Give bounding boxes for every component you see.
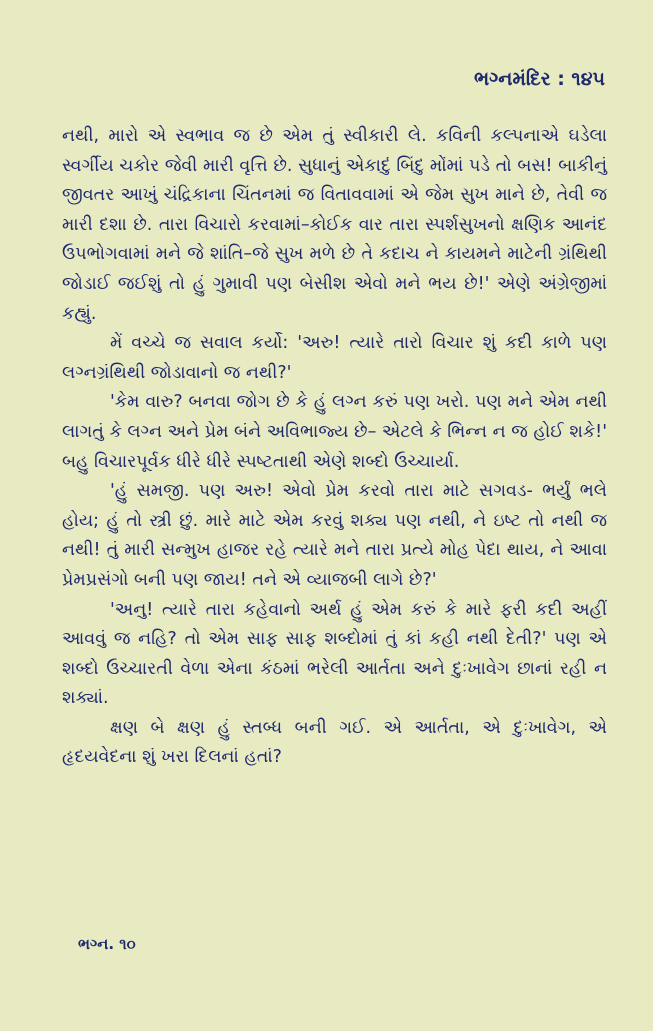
paragraph-2: મેં વચ્ચે જ સવાલ કર્યો: 'અરુ! ત્યારે તારો વિચાર શું કદી કાળે પણ લગ્નગ્રંથિથી જોડાવાનો જ નથી?': [62, 333, 607, 383]
paragraph-5: 'અનુ! ત્યારે તારા કહેવાનો અર્થ હું એમ કરું કે મારે ફરી કદી અહીં આવવું જ નહિ? તો એમ સાફ સાફ શબ્દોમાં તું કાં કહી નથી દેતી?' પણ એ શબ્દો ઉચ્ચારતી વેળા એના કંઠમાં ભરેલી આર્તતા અને દુઃખાવેગ છાનાં રહી ન શક્યાં.: [62, 599, 607, 709]
paragraph-1: નથી, મારો એ સ્વભાવ જ છે એમ તું સ્વીકારી લે. કવિની કલ્પનાએ ઘડેલા સ્વર્ગીય ચકોર જેવી મારી વૃત્તિ છે. સુધાનું એકાદું બિંદુ મોંમાં પડે તો બસ! બાકીનું જીવતર આખું ચંદ્રિકાના ચિંતનમાં જ વિતાવવામાં એ જેમ સુખ માને છે, તેવી જ મારી દશા છે. તારા વિચારો કરવામાં–કોઈક વાર તારા સ્પર્શસુખનો ક્ષણિક આનંદ ઉપભોગવામાં મને જે શાંતિ–જે સુખ મળે છે તે કદાચ ને કાયમને માટેની ગ્રંથિથી જોડાઈ જઈશું તો હું ગુમાવી પણ બેસીશ એવો મને ભય છે!' એણે અંગ્રેજીમાં કહ્યું.: [62, 126, 607, 324]
page-body: [62, 122, 607, 773]
signature-mark: ભગ્ન. ૧૦: [78, 935, 136, 953]
paragraph-3: 'કેમ વારુ? બનવા જોગ છે કે હું લગ્ન કરું પણ ખરો. પણ મને એમ નથી લાગતું કે લગ્ન અને પ્રેમ બંને અવિભાજ્ય છે– એટલે કે ભિન્ન ન જ હોઈ શકે!' બહુ વિચારપૂર્વક ધીરે ધીરે સ્પષ્ટતાથી એણે શબ્દો ઉચ્ચાર્યા.: [62, 392, 607, 472]
paragraph-4: 'હું સમજી. પણ અરુ! એવો પ્રેમ કરવો તારા માટે સગવડ- ભર્યું ભલે હોય; હું તો સ્ત્રી છું. મારે માટે એમ કરવું શક્ય પણ નથી, ને ઇષ્ટ તો નથી જ નથી! તું મારી સન્મુખ હાજર રહે ત્યારે મને તારા પ્રત્યે મોહ પેદા થાય, ને આવા પ્રેમપ્રસંગો બની પણ જાય! તને એ વ્યાજબી લાગે છે?': [62, 481, 607, 590]
paragraph-6: ક્ષણ બે ક્ષણ હું સ્તબ્ધ બની ગઈ. એ આર્તતા, એ દુઃખાવેગ, એ હૃદયવેદના શું ખરા દિલનાં હતાં?: [62, 717, 607, 768]
running-head: ભગ્નમંદિર : ૧૪૫: [473, 68, 605, 90]
